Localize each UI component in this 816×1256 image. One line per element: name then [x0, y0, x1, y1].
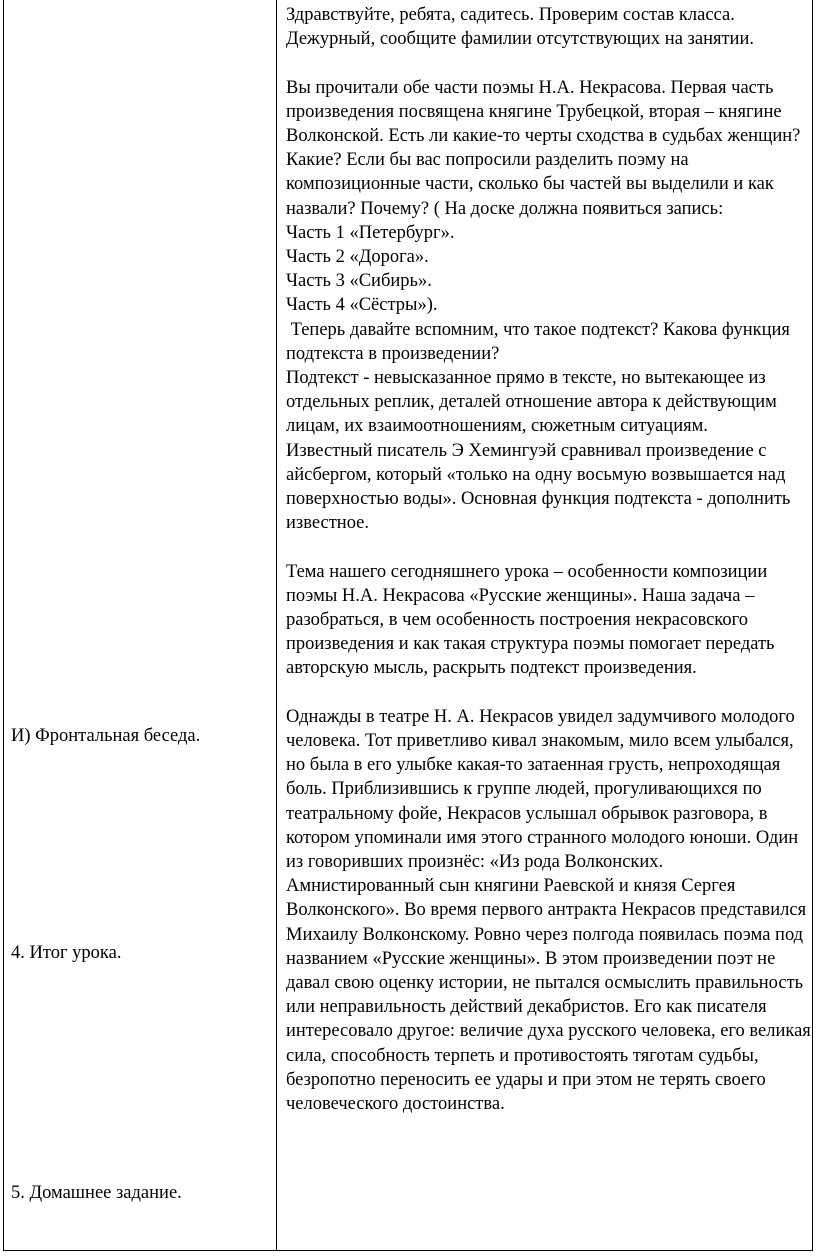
stage-lesson-summary: 4. Итог урока.	[11, 943, 122, 963]
nekrasov-story-paragraph: Однажды в театре Н. А. Некрасов увидел задумчивого молодого человека. Тот приветливо кивал знакомым, мило всем улыбался, но была в его улыбке какая-то затаенная грусть, непроходящая боль. Приблизившись к группе людей, прогуливающихся по театральному фойе, Некрасов услышал обрывок разговора, в котором упоминали имя этого странного молодого юноши. Один из говоривших произнёс: «Из рода Волконских. Амнистированный сын княгини Раевской и князя Сергея Волконского». Во время первого антракта Некрасов представился Михаилу Волконскому. Ровно через полгода появилась поэма под названием «Русские женщины». В этом произведении поэт не давал свою оценку истории, не пытался осмыслить правильность или неправильность действий декабристов. Его как писателя интересовало другое: величие духа русского человека, его великая сила, способность терпеть и противостоять тяготам судьбы, безропотно переносить ее удары и при этом не терять своего человеческого достоинства.	[286, 706, 811, 1115]
part-3-line: Часть 3 «Сибирь».	[286, 271, 432, 292]
part-1-line: Часть 1 «Петербург».	[286, 222, 455, 243]
paragraph-gap	[286, 535, 812, 559]
paragraph-gap	[286, 51, 812, 75]
subtext-question: Теперь давайте вспомним, что такое подтекст? Какова функция подтекста в произведении?	[286, 319, 795, 364]
part-4-line: Часть 4 «Сёстры»).	[286, 295, 438, 316]
greeting-paragraph: Здравствуйте, ребята, садитесь. Проверим состав класса. Дежурный, сообщите фамилии отсутствующих на занятии.	[286, 5, 754, 50]
stage-column	[4, 0, 276, 1250]
column-divider	[276, 0, 277, 1250]
part-2-line: Часть 2 «Дорога».	[286, 247, 429, 268]
content-column	[286, 3, 812, 1116]
poem-parts-question: Вы прочитали обе части поэмы Н.А. Некрасова. Первая часть произведения посвящена княгине Трубецкой, вторая – княгине Волконской. Есть ли какие-то черты сходства в судьбах женщин? Какие? Если бы вас попросили разделить поэму на композиционные части, сколько бы частей вы выделили и как назвали? Почему? ( На доске должна появиться запись:	[286, 77, 801, 219]
stage-homework: 5. Домашнее задание.	[11, 1183, 182, 1203]
hemingway-paragraph: Известный писатель Э Хемингуэй сравнивал произведение с айсбергом, который «только на одну восьмую возвышается над поверхностью воды». Основная функция подтекста - дополнить известное.	[286, 440, 791, 534]
lesson-plan-table	[3, 0, 813, 1251]
lesson-topic-paragraph: Тема нашего сегодняшнего урока – особенности композиции поэмы Н.А. Некрасова «Русские женщины». Наша задача – разобраться, в чем особенность построения некрасовского произведения и как такая структура поэмы помогает передать авторскую мысль, раскрыть подтекст произведения.	[286, 561, 775, 679]
subtext-definition: Подтекст - невысказанное прямо в тексте, но вытекающее из отдельных реплик, деталей отношение автора к действующим лицам, их взаимоотношениям, сюжетным ситуациям.	[286, 368, 777, 437]
stage-frontal-discussion: И) Фронтальная беседа.	[11, 726, 201, 746]
paragraph-gap	[286, 681, 812, 705]
